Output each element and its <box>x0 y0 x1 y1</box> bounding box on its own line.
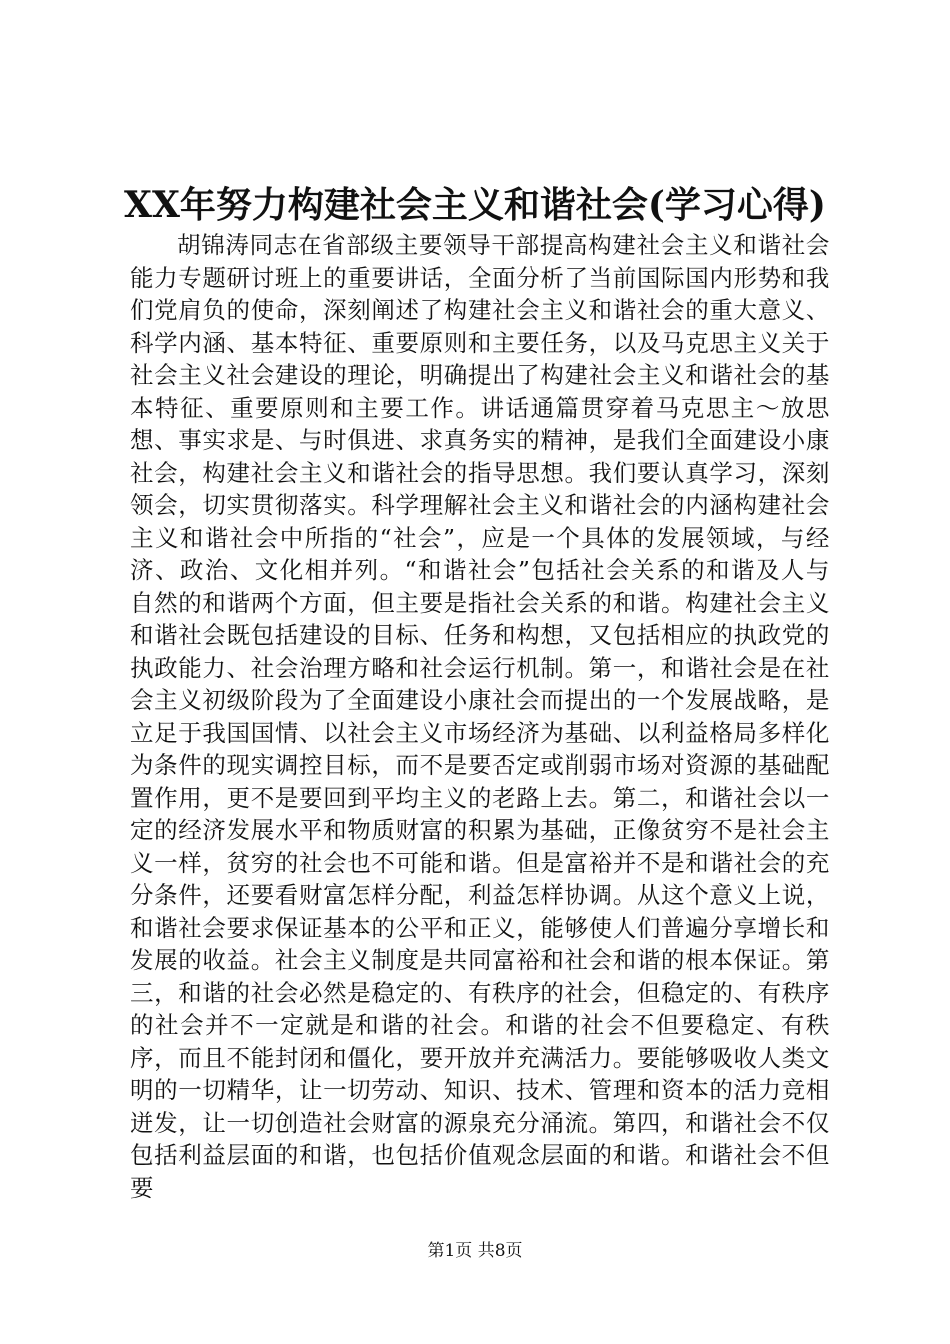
page-number-footer: 第1页 共8页 <box>427 1241 523 1261</box>
document-title: XX年努力构建社会主义和谐社会(学习心得) <box>124 184 826 226</box>
body-paragraph: 胡锦涛同志在省部级主要领导干部提高构建社会主义和谐社会能力专题研讨班上的重要讲话，全面分析了当前国际国内形势和我们党肩负的使命，深刻阐述了构建社会主义和谐社会的重大意义、科学内涵、基本特征、重要原则和主要任务，以及马克思主义关于社会主义社会建设的理论，明确提出了构建社会主义和谐社会的基本特征、重要原则和主要工作。讲话通篇贯穿着马克思主～放思想、事实求是、与时俱进、求真务实的精神，是我们全面建设小康社会，构建社会主义和谐社会的指导思想。我们要认真学习，深刻领会，切实贯彻落实。科学理解社会主义和谐社会的内涵构建社会主义和谐社会中所指的“社会”，应是一个具体的发展领域，与经济、政治、文化相并列。“和谐社会”包括社会关系的和谐及人与自然的和谐两个方面，但主要是指社会关系的和谐。构建社会主义和谐社会既包括建设的目标、任务和构想，又包括相应的执政党的执政能力、社会治理方略和社会运行机制。第一，和谐社会是在社会主义初级阶段为了全面建设小康社会而提出的一个发展战略，是立足于我国国情、以社会主义市场经济为基础、以利益格局多样化为条件的现实调控目标，而不是要否定或削弱市场对资源的基础配置作用，更不是要回到平均主义的老路上去。第二，和谐社会以一定的经济发展水平和物质财富的积累为基础，正像贫穷不是社会主义一样，贫穷的社会也不可能和谐。但是富裕并不是和谐社会的充分条件，还要看财富怎样分配，利益怎样协调。从这个意义上说，和谐社会要求保证基本的公平和正义，能够使人们普遍分享增长和发展的收益。社会主义制度是共同富裕和社会和谐的根本保证。第三，和谐的社会必然是稳定的、有秩序的社会，但稳定的、有秩序的社会并不一定就是和谐的社会。和谐的社会不但要稳定、有秩序，而且不能封闭和僵化，要开放并充满活力。要能够吸收人类文明的一切精华，让一切劳动、知识、技术、管理和资本的活力竞相迸发，让一切创造社会财富的源泉充分涌流。第四，和谐社会不仅包括利益层面的和谐，也包括价值观念层面的和谐。和谐社会不但要 <box>130 231 830 1202</box>
